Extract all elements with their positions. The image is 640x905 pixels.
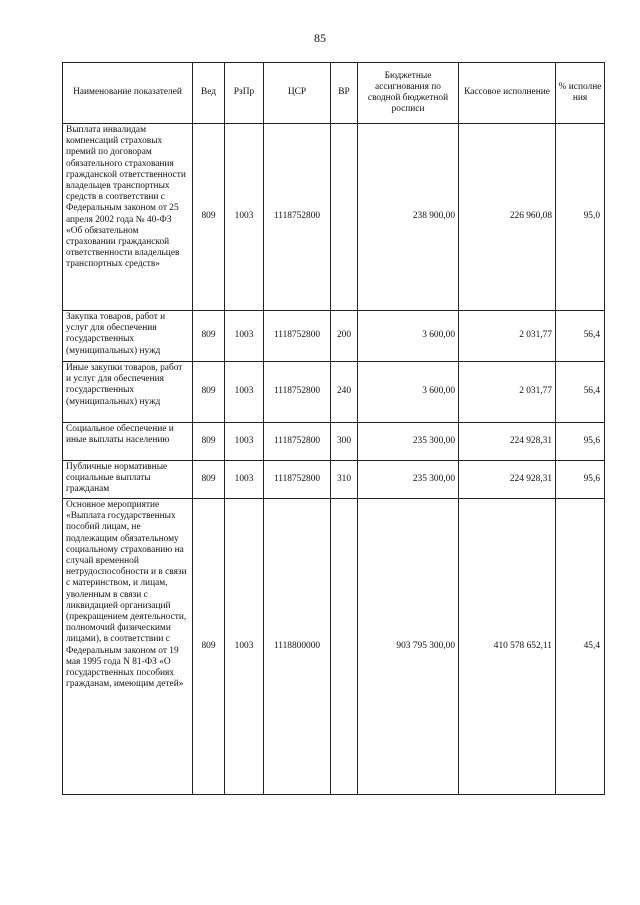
row-cash: 226 960,08 (459, 124, 556, 311)
row-assignments: 235 300,00 (358, 423, 459, 461)
row-percent: 56,4 (556, 311, 605, 362)
page-number: 85 (314, 31, 326, 45)
row-name: Иные закупки товаров, работ и услуг для обеспечения государственных (муниципальных) нужд (63, 362, 193, 423)
row-csr: 1118752800 (264, 362, 331, 423)
row-ved: 809 (193, 461, 225, 499)
row-assignments: 3 600,00 (358, 362, 459, 423)
row-cash: 410 578 652,11 (459, 499, 556, 795)
table-row (63, 423, 605, 461)
header-percent: % исполне ния (556, 63, 605, 124)
row-percent: 56,4 (556, 362, 605, 423)
row-name: Публичные нормативные социальные выплаты гражданам (63, 461, 193, 499)
table-row (63, 499, 605, 795)
header-vr: ВР (331, 63, 358, 124)
row-vr: 310 (331, 461, 358, 499)
table-header-row (63, 63, 605, 124)
header-cash: Кассовое исполнение (459, 63, 556, 124)
row-name: Закупка товаров, работ и услуг для обеспечения государственных (муниципальных) нужд (63, 311, 193, 362)
header-rzpr: РзПр (225, 63, 264, 124)
row-vr (331, 124, 358, 311)
row-cash: 2 031,77 (459, 311, 556, 362)
row-csr: 1118752800 (264, 461, 331, 499)
row-percent: 45,4 (556, 499, 605, 795)
row-rzpr: 1003 (225, 461, 264, 499)
row-vr (331, 499, 358, 795)
row-assignments: 903 795 300,00 (358, 499, 459, 795)
row-csr: 1118752800 (264, 311, 331, 362)
table-row (63, 311, 605, 362)
row-ved: 809 (193, 362, 225, 423)
row-ved: 809 (193, 423, 225, 461)
row-ved: 809 (193, 311, 225, 362)
row-cash: 224 928,31 (459, 461, 556, 499)
row-percent: 95,0 (556, 124, 605, 311)
row-cash: 2 031,77 (459, 362, 556, 423)
row-csr: 1118800000 (264, 499, 331, 795)
table-row (63, 461, 605, 499)
row-rzpr: 1003 (225, 311, 264, 362)
row-name: Основное мероприятие «Выплата государственных пособий лицам, не подлежащим обязательному социальному страхованию на случай временной нетрудоспособности и в связи с материнством, и лицам, уволенным в связи с ликвидацией организаций (прекращением деятельности, полномочий физическими лицами), в соответствии с Федеральным законом от 19 мая 1995 года N 81-ФЗ «О государственных пособиях гражданам, имеющим детей» (63, 499, 193, 795)
row-rzpr: 1003 (225, 499, 264, 795)
row-assignments: 235 300,00 (358, 461, 459, 499)
row-percent: 95,6 (556, 461, 605, 499)
row-assignments: 3 600,00 (358, 311, 459, 362)
header-name: Наименование показателей (63, 63, 193, 124)
row-vr: 240 (331, 362, 358, 423)
row-rzpr: 1003 (225, 423, 264, 461)
row-cash: 224 928,31 (459, 423, 556, 461)
row-csr: 1118752800 (264, 423, 331, 461)
row-ved: 809 (193, 499, 225, 795)
header-csr: ЦСР (264, 63, 331, 124)
row-csr: 1118752800 (264, 124, 331, 311)
row-name: Выплата инвалидам компенсаций страховых премий по договорам обязательного страхования гражданской ответственности владельцев транспортных средств в соответствии с Федеральным законом от 25 апреля 2002 года № 40-ФЗ «Об обязательном страховании гражданской ответственности владельцев транспортных средств» (63, 124, 193, 311)
table-row (63, 362, 605, 423)
header-assignments: Бюджетные ассигнования по сводной бюджетной росписи (358, 63, 459, 124)
row-ved: 809 (193, 124, 225, 311)
header-ved: Вед (193, 63, 225, 124)
row-assignments: 238 900,00 (358, 124, 459, 311)
budget-execution-table (62, 62, 605, 795)
row-name: Социальное обеспечение и иные выплаты населению (63, 423, 193, 461)
table-row (63, 124, 605, 311)
row-vr: 200 (331, 311, 358, 362)
row-vr: 300 (331, 423, 358, 461)
row-rzpr: 1003 (225, 362, 264, 423)
row-rzpr: 1003 (225, 124, 264, 311)
row-percent: 95,6 (556, 423, 605, 461)
